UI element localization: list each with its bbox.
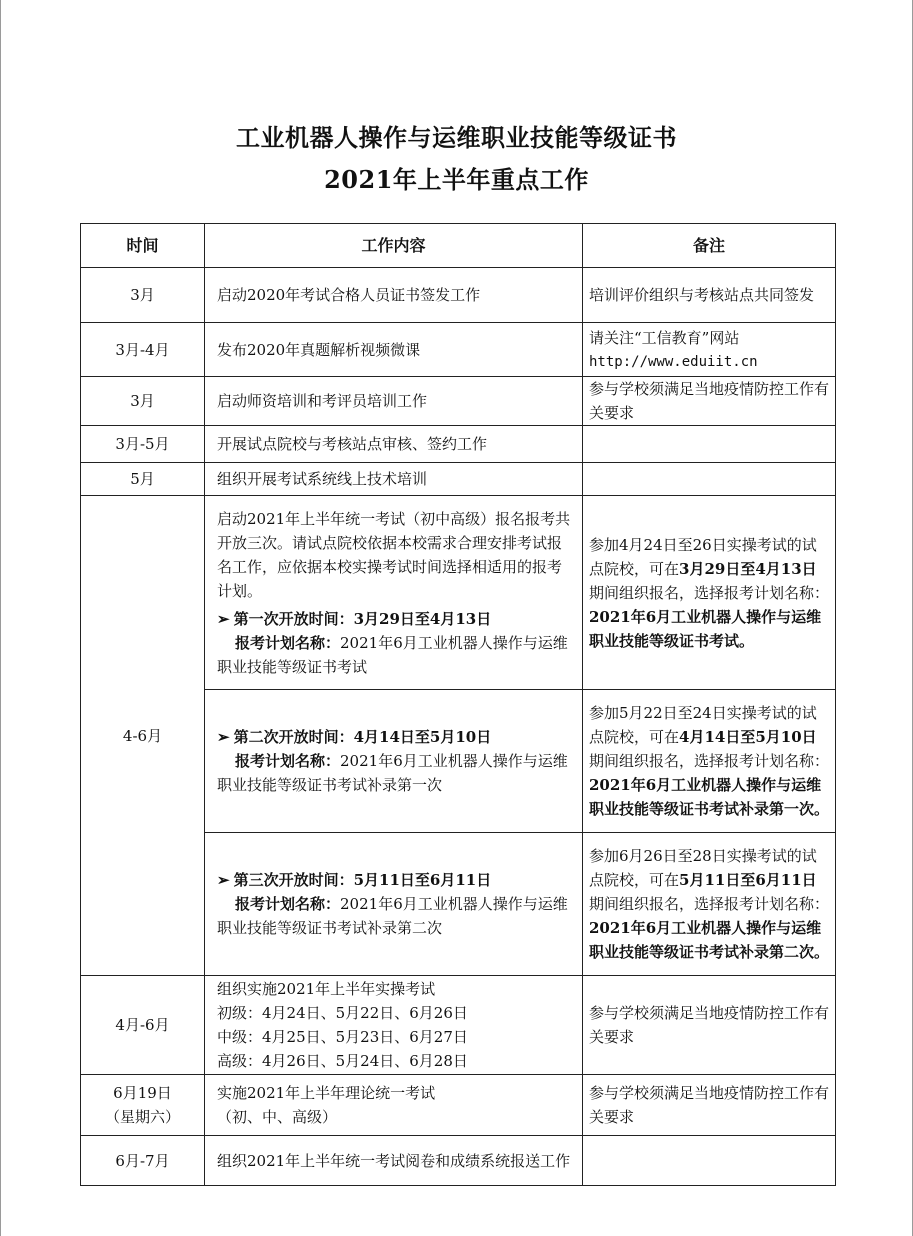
first-open-line: ➢ 第一次开放时间：3月29日至4月13日 [217, 609, 492, 628]
arrow-bullet-icon: ➢ [217, 728, 230, 746]
note-cell: 参与学校须满足当地疫情防控工作有关要求 [583, 1075, 836, 1136]
third-plan-line: 报考计划名称：2021年6月工业机器人操作与运维职业技能等级证书考试补录第二次 [217, 895, 568, 937]
arrow-bullet-icon: ➢ [217, 871, 230, 889]
note-cell [583, 463, 836, 496]
exam-intro: 启动2021年上半年统一考试（初中高级）报名报考共开放三次。请试点院校依据本校需求合理安排考试报名工作，应依据本校实操考试时间选择相适用的报考计划。 [217, 509, 571, 600]
table-row [81, 323, 836, 377]
document-subtitle: 2021年上半年重点工作 [324, 165, 589, 194]
work-cell [205, 976, 583, 1075]
first-plan-line: 报考计划名称：2021年6月工业机器人操作与运维职业技能等级证书考试 [217, 633, 568, 676]
time-cell: 4-6月 [81, 496, 205, 976]
practical-intermediate: 中级：4月25日、5月23日、6月27日 [217, 1028, 468, 1046]
work-cell: 组织2021年上半年统一考试阅卷和成绩系统报送工作 [205, 1136, 583, 1186]
practical-advanced: 高级：4月26日、5月24日、6月28日 [217, 1052, 468, 1070]
header-work: 工作内容 [205, 224, 583, 268]
note-cell: 参加4月24日至26日实操考试的试点院校，可在3月29日至4月13日期间组织报名，选择报考计划名称：2021年6月工业机器人操作与运维职业技能等级证书考试。 [583, 496, 836, 690]
time-cell: 5月 [81, 463, 205, 496]
note-cell: 培训评价组织与考核站点共同签发 [583, 268, 836, 323]
work-cell: 开展试点院校与考核站点审核、签约工作 [205, 426, 583, 463]
time-cell: 3月-5月 [81, 426, 205, 463]
website-link[interactable]: http://www.eduiit.cn [589, 353, 758, 370]
header-note: 备注 [583, 224, 836, 268]
table-header-row [81, 224, 836, 268]
work-cell [205, 833, 583, 976]
third-open-line: ➢ 第三次开放时间：5月11日至6月11日 [217, 871, 492, 889]
time-cell: 3月 [81, 268, 205, 323]
time-cell: 4月-6月 [81, 976, 205, 1075]
work-cell: 组织开展考试系统线上技术培训 [205, 463, 583, 496]
note-cell: 参与学校须满足当地疫情防控工作有关要求 [583, 976, 836, 1075]
practical-beginner: 初级：4月24日、5月22日、6月26日 [217, 1004, 468, 1022]
document-title: 工业机器人操作与运维职业技能等级证书 [236, 123, 677, 152]
note-cell: 参与学校须满足当地疫情防控工作有关要求 [583, 377, 836, 426]
table-row [81, 496, 836, 690]
schedule-table [80, 223, 836, 1186]
note-cell [583, 1136, 836, 1186]
table-row [81, 377, 836, 426]
note-cell: 参加5月22日至24日实操考试的试点院校，可在4月14日至5月10日期间组织报名，选择报考计划名称：2021年6月工业机器人操作与运维职业技能等级证书考试补录第一次。 [583, 690, 836, 833]
work-cell: 发布2020年真题解析视频微课 [205, 323, 583, 377]
practical-title: 组织实施2021年上半年实操考试 [217, 980, 436, 998]
note-cell [583, 426, 836, 463]
time-cell: 6月19日 （星期六） [81, 1075, 205, 1136]
note-website-label: 请关注“工信教育”网站 [589, 328, 740, 347]
time-cell: 3月-4月 [81, 323, 205, 377]
second-open-line: ➢ 第二次开放时间：4月14日至5月10日 [217, 728, 492, 746]
time-cell: 6月-7月 [81, 1136, 205, 1186]
table-row [81, 1136, 836, 1186]
work-cell [205, 690, 583, 833]
table-row [81, 1075, 836, 1136]
table-row [81, 268, 836, 323]
note-cell: 参加6月26日至28日实操考试的试点院校，可在5月11日至6月11日期间组织报名，选择报考计划名称：2021年6月工业机器人操作与运维职业技能等级证书考试补录第二次。 [583, 833, 836, 976]
header-time: 时间 [81, 224, 205, 268]
note-cell [583, 323, 836, 377]
work-cell [205, 496, 583, 690]
work-cell: 启动师资培训和考评员培训工作 [205, 377, 583, 426]
second-plan-line: 报考计划名称：2021年6月工业机器人操作与运维职业技能等级证书考试补录第一次 [217, 752, 568, 794]
table-row [81, 463, 836, 496]
table-row [81, 976, 836, 1075]
work-cell: 启动2020年考试合格人员证书签发工作 [205, 268, 583, 323]
work-cell: 实施2021年上半年理论统一考试 （初、中、高级） [205, 1075, 583, 1136]
arrow-bullet-icon: ➢ [217, 609, 230, 628]
time-cell: 3月 [81, 377, 205, 426]
table-row [81, 426, 836, 463]
